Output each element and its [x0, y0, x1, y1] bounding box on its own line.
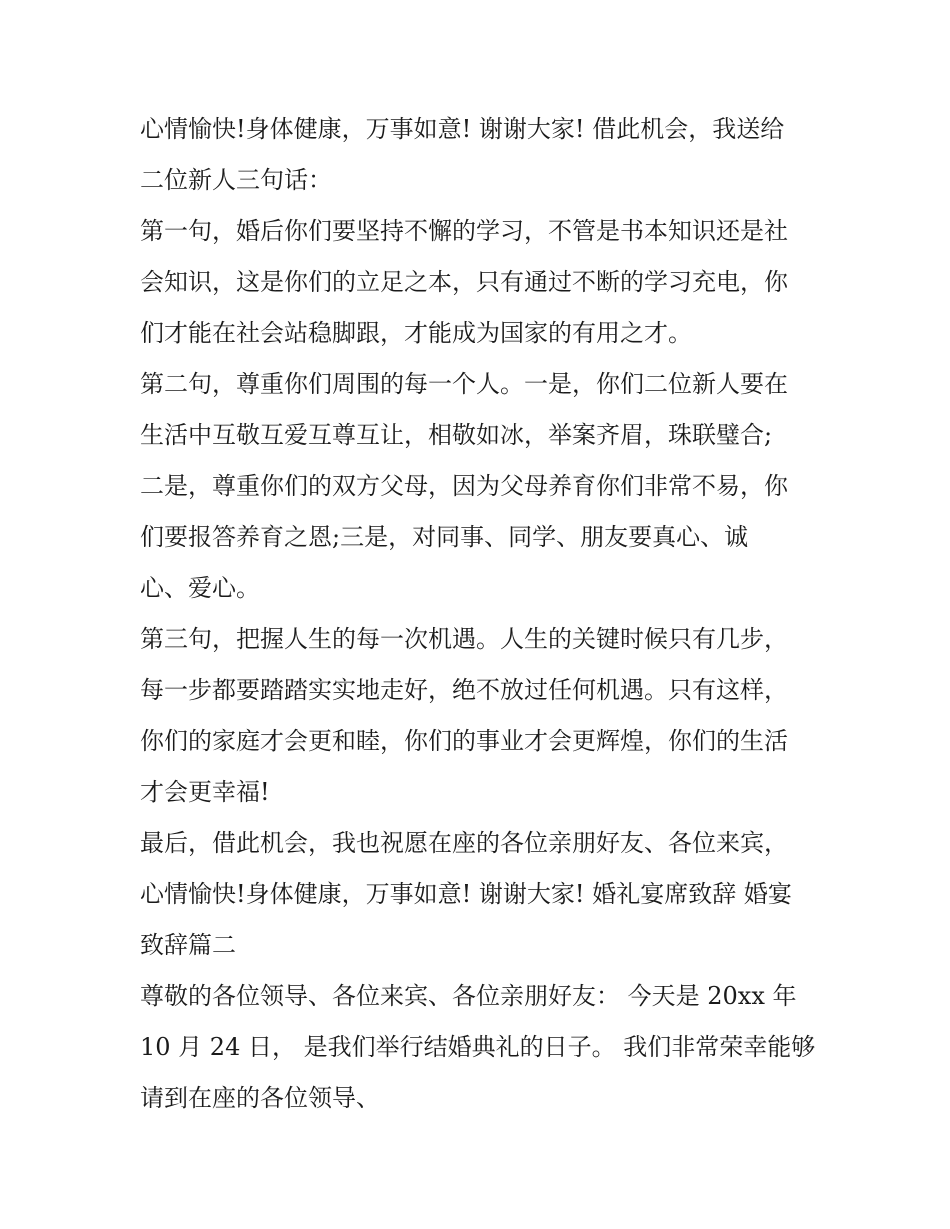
text-line: 二是，尊重你们的双方父母，因为父母养育你们非常不易，你 — [140, 472, 788, 500]
text-line: 你们的家庭才会更和睦，你们的事业才会更辉煌，你们的生活 — [140, 727, 788, 755]
text-line: 们才能在社会站稳脚跟，才能成为国家的有用之才。 — [140, 319, 692, 347]
text-line: 二位新人三句话： — [140, 166, 332, 194]
text-line: 才会更幸福! — [140, 778, 270, 806]
text-line: 们要报答养育之恩;三是，对同事、同学、朋友要真心、诚 — [140, 523, 749, 551]
text-line: 请到在座的各位领导、 — [140, 1084, 380, 1112]
document-body — [140, 104, 820, 1124]
text-line: 生活中互敬互爱互尊互让，相敬如冰，举案齐眉，珠联璧合; — [140, 421, 773, 449]
text-line: 致辞篇二 — [140, 931, 236, 959]
text-line: 尊敬的各位领导、各位来宾、各位亲朋好友： 今天是 20xx 年 — [140, 982, 797, 1010]
text-line: 每一步都要踏踏实实地走好，绝不放过任何机遇。只有这样， — [140, 676, 788, 704]
text-line: 心、爱心。 — [140, 574, 260, 602]
text-line: 最后，借此机会，我也祝愿在座的各位亲朋好友、各位来宾， — [140, 829, 788, 857]
text-line: 第三句，把握人生的每一次机遇。人生的关键时候只有几步， — [140, 625, 788, 653]
text-line: 心情愉快!身体健康，万事如意! 谢谢大家! 借此机会，我送给 — [140, 115, 785, 143]
text-line: 第一句，婚后你们要坚持不懈的学习，不管是书本知识还是社 — [140, 217, 788, 245]
text-line: 第二句，尊重你们周围的每一个人。一是，你们二位新人要在 — [140, 370, 788, 398]
text-line: 10 月 24 日， 是我们举行结婚典礼的日子。 我们非常荣幸能够 — [140, 1033, 816, 1061]
text-line: 心情愉快!身体健康，万事如意! 谢谢大家! 婚礼宴席致辞 婚宴 — [140, 880, 792, 908]
text-line: 会知识，这是你们的立足之本，只有通过不断的学习充电，你 — [140, 268, 788, 296]
